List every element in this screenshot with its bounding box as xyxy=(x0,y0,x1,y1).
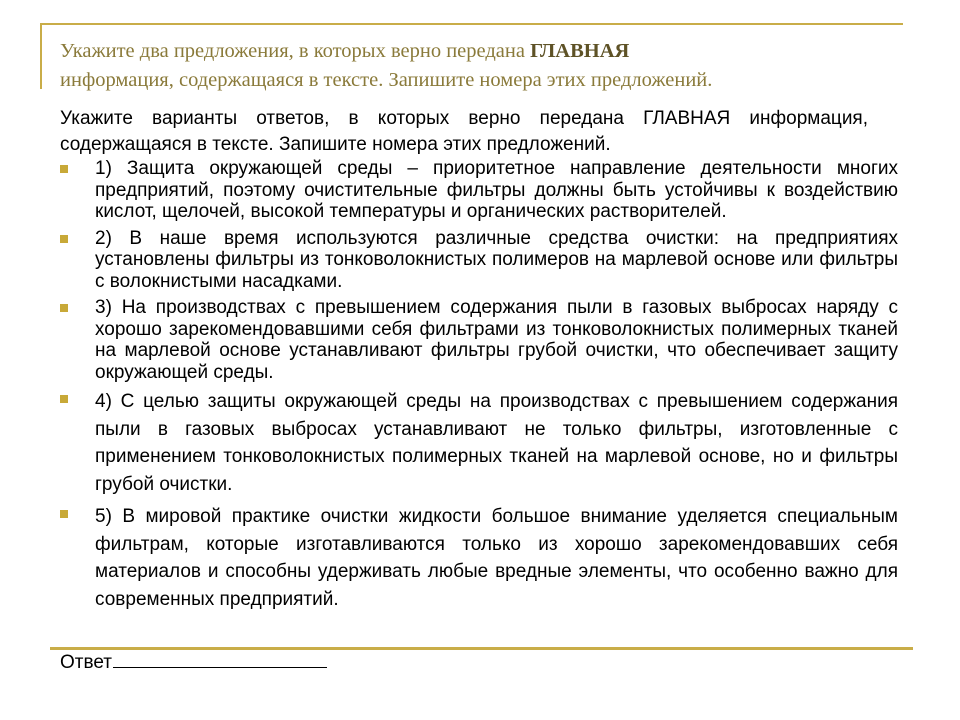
answer-label: Ответ xyxy=(60,652,112,673)
option-text: 5) В мировой практике очистки жидкости большое внимание уделяется специальным фильтрам, которые изготавливаются только из хорошо зарекомендовавших себя материалов и способны удерживать любые вредные элементы, что особенно важно для современных предприятий. xyxy=(95,506,898,610)
title-line1-prefix: Укажите два предложения, в которых верно передана xyxy=(60,40,531,62)
option-item-1 xyxy=(58,158,898,223)
square-bullet-icon xyxy=(60,165,68,173)
square-bullet-icon xyxy=(60,235,68,243)
title-line1-bold: ГЛАВНАЯ xyxy=(530,40,630,62)
slide-title xyxy=(60,37,880,95)
option-text: 3) На производствах с превышением содержания пыли в газовых выбросах наряду с хорошо зарекомендовавшими себя фильтрами из тонковолокнистых полимерных тканей на марлевой основе устанавливают фильтры грубой очистки, что обеспечивает защиту окружающей среды. xyxy=(95,297,898,383)
square-bullet-icon xyxy=(60,510,68,518)
frame-left-line xyxy=(40,23,42,89)
intro-text: Укажите варианты ответов, в которых верно передана ГЛАВНАЯ информация, содержащаяся в тексте. Запишите номера этих предложений. xyxy=(60,108,868,155)
option-item-4 xyxy=(58,388,898,498)
frame-top-line xyxy=(40,23,903,25)
square-bullet-icon xyxy=(60,395,68,403)
answer-blank-line[interactable] xyxy=(113,649,327,668)
option-text: 2) В наше время используются различные средства очистки: на предприятиях установлены фильтры из тонковолокнистых полимеров на марлевой основе или фильтры с волокнистыми насадками. xyxy=(95,227,898,292)
option-item-3 xyxy=(58,297,898,383)
option-text: 4) С целью защиты окружающей среды на производствах с превышением содержания пыли в газовых выбросах устанавливают не только фильтры, изготовленные с применением тонковолокнистых полимерных тканей на марлевой основе, но и фильтры грубой очистки. xyxy=(95,391,898,495)
title-line2: информация, содержащаяся в тексте. Запишите номера этих предложений. xyxy=(60,69,713,91)
option-item-2 xyxy=(58,228,898,293)
option-text: 1) Защита окружающей среды – приоритетное направление деятельности многих предприятий, поэтому очистительные фильтры должны быть устойчивы к воздействию кислот, щелочей, высокой температуры и органических растворителей. xyxy=(95,158,898,222)
options-list xyxy=(58,158,898,618)
option-item-5 xyxy=(58,503,898,613)
square-bullet-icon xyxy=(60,304,68,312)
answer-row xyxy=(60,649,327,675)
